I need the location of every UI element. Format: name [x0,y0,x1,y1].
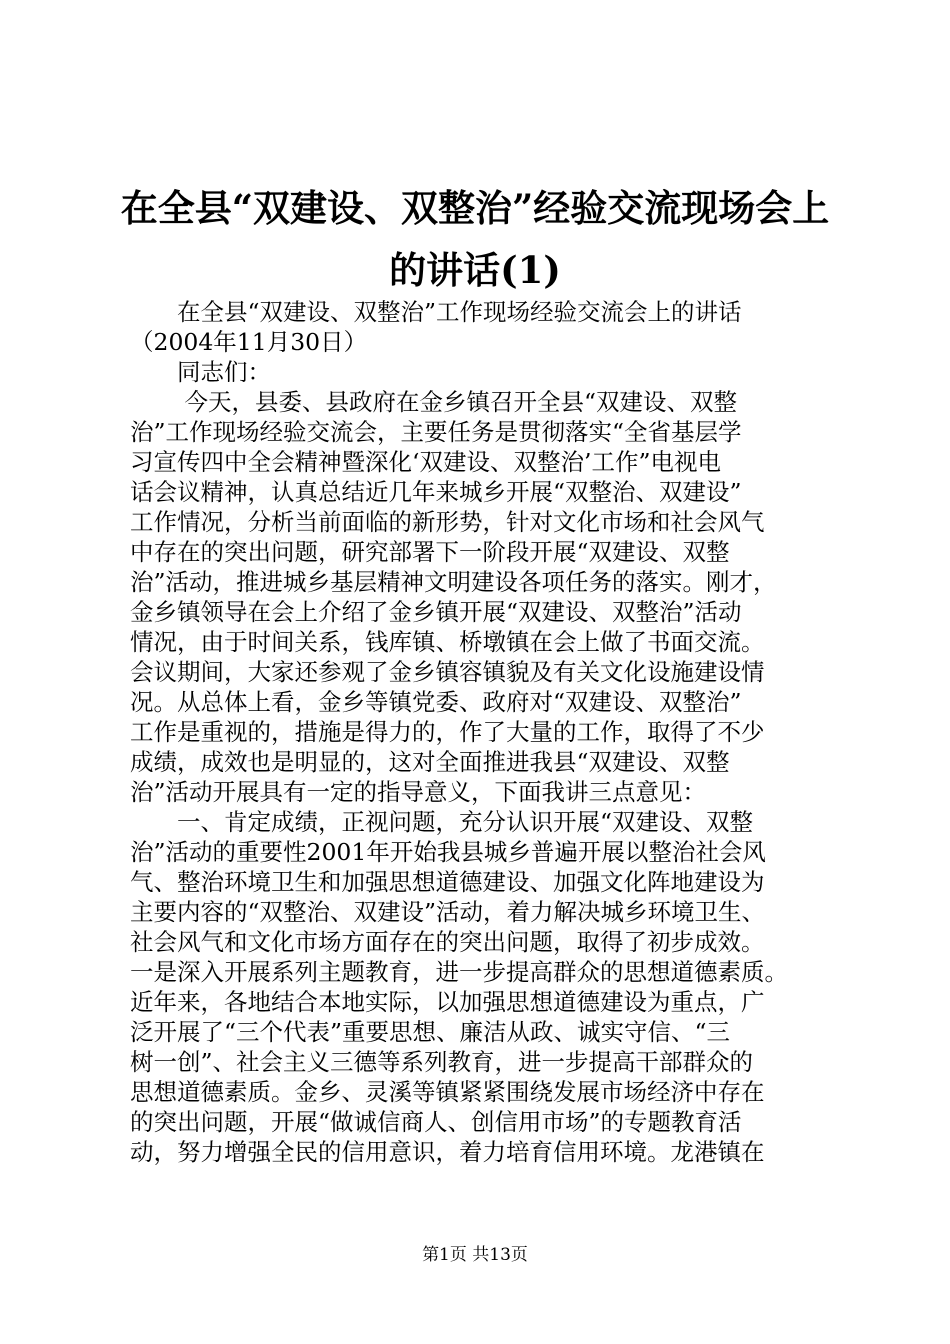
body-text-line: 情况，由于时间关系，钱库镇、桥墩镇在会上做了书面交流。 [130,628,765,656]
body-text-line: 思想道德素质。金乡、灵溪等镇紧紧围绕发展市场经济中存在 [130,1078,765,1106]
body-text-line: 会议期间，大家还参观了金乡镇容镇貌及有关文化设施建设情 [130,658,765,686]
body-text-line: 话会议精神，认真总结近几年来城乡开展“双整治、双建设” [130,478,742,506]
body-text-line: 治”工作现场经验交流会，主要任务是贯彻落实“全省基层学 [130,418,742,446]
document-title-line-1: 在全县“双建设、双整治”经验交流现场会上 [120,186,830,230]
body-text-line: 治”活动开展具有一定的指导意义，下面我讲三点意见： [130,778,707,806]
body-text-line: 动，努力增强全民的信用意识，着力培育信用环境。龙港镇在 [130,1138,765,1166]
body-text-line: 泛开展了“三个代表”重要思想、廉洁从政、诚实守信、“三 [130,1018,731,1046]
body-text-line: 金乡镇领导在会上介绍了金乡镇开展“双建设、双整治”活动 [130,598,742,626]
body-text-line: 在全县“双建设、双整治”工作现场经验交流会上的讲话 [130,298,742,326]
body-text-line: 工作是重视的，措施是得力的，作了大量的工作，取得了不少 [130,718,765,746]
body-text-line: 习宣传四中全会精神暨深化‘双建设、双整治’工作”电视电 [130,448,721,476]
body-text-line: 树一创”、社会主义三德等系列教育，进一步提高干部群众的 [130,1048,754,1076]
body-text-line: 同志们： [130,358,271,386]
body-text-line: （2004年11月30日） [130,328,368,356]
body-text-line: 今天，县委、县政府在金乡镇召开全县“双建设、双整 [130,388,737,416]
body-text-line: 一是深入开展系列主题教育，进一步提高群众的思想道德素质。 [130,958,788,986]
page-number-footer: 第1页 共13页 [422,1245,528,1265]
body-text-line: 工作情况，分析当前面临的新形势，针对文化市场和社会风气 [130,508,765,536]
document-title-line-2: 的讲话(1) [389,248,561,292]
body-text-line: 治”活动的重要性2001年开始我县城乡普遍开展以整治社会风 [130,838,766,866]
body-text-line: 气、整治环境卫生和加强思想道德建设、加强文化阵地建设为 [130,868,765,896]
body-text-line: 中存在的突出问题，研究部署下一阶段开展“双建设、双整 [130,538,730,566]
body-text-line: 治”活动，推进城乡基层精神文明建设各项任务的落实。刚才， [130,568,777,596]
body-text-line: 成绩，成效也是明显的，这对全面推进我县“双建设、双整 [130,748,730,776]
body-text-line: 一、肯定成绩，正视问题，充分认识开展“双建设、双整 [130,808,754,836]
body-text-line: 的突出问题，开展“做诚信商人、创信用市场”的专题教育活 [130,1108,742,1136]
body-text-line: 社会风气和文化市场方面存在的突出问题，取得了初步成效。 [130,928,765,956]
document-body [130,297,830,1167]
body-text-line: 况。从总体上看，金乡等镇党委、政府对“双建设、双整治” [130,688,742,716]
body-text-line: 近年来，各地结合本地实际，以加强思想道德建设为重点，广 [130,988,765,1016]
body-text-line: 主要内容的“双整治、双建设”活动，着力解决城乡环境卫生、 [130,898,766,926]
